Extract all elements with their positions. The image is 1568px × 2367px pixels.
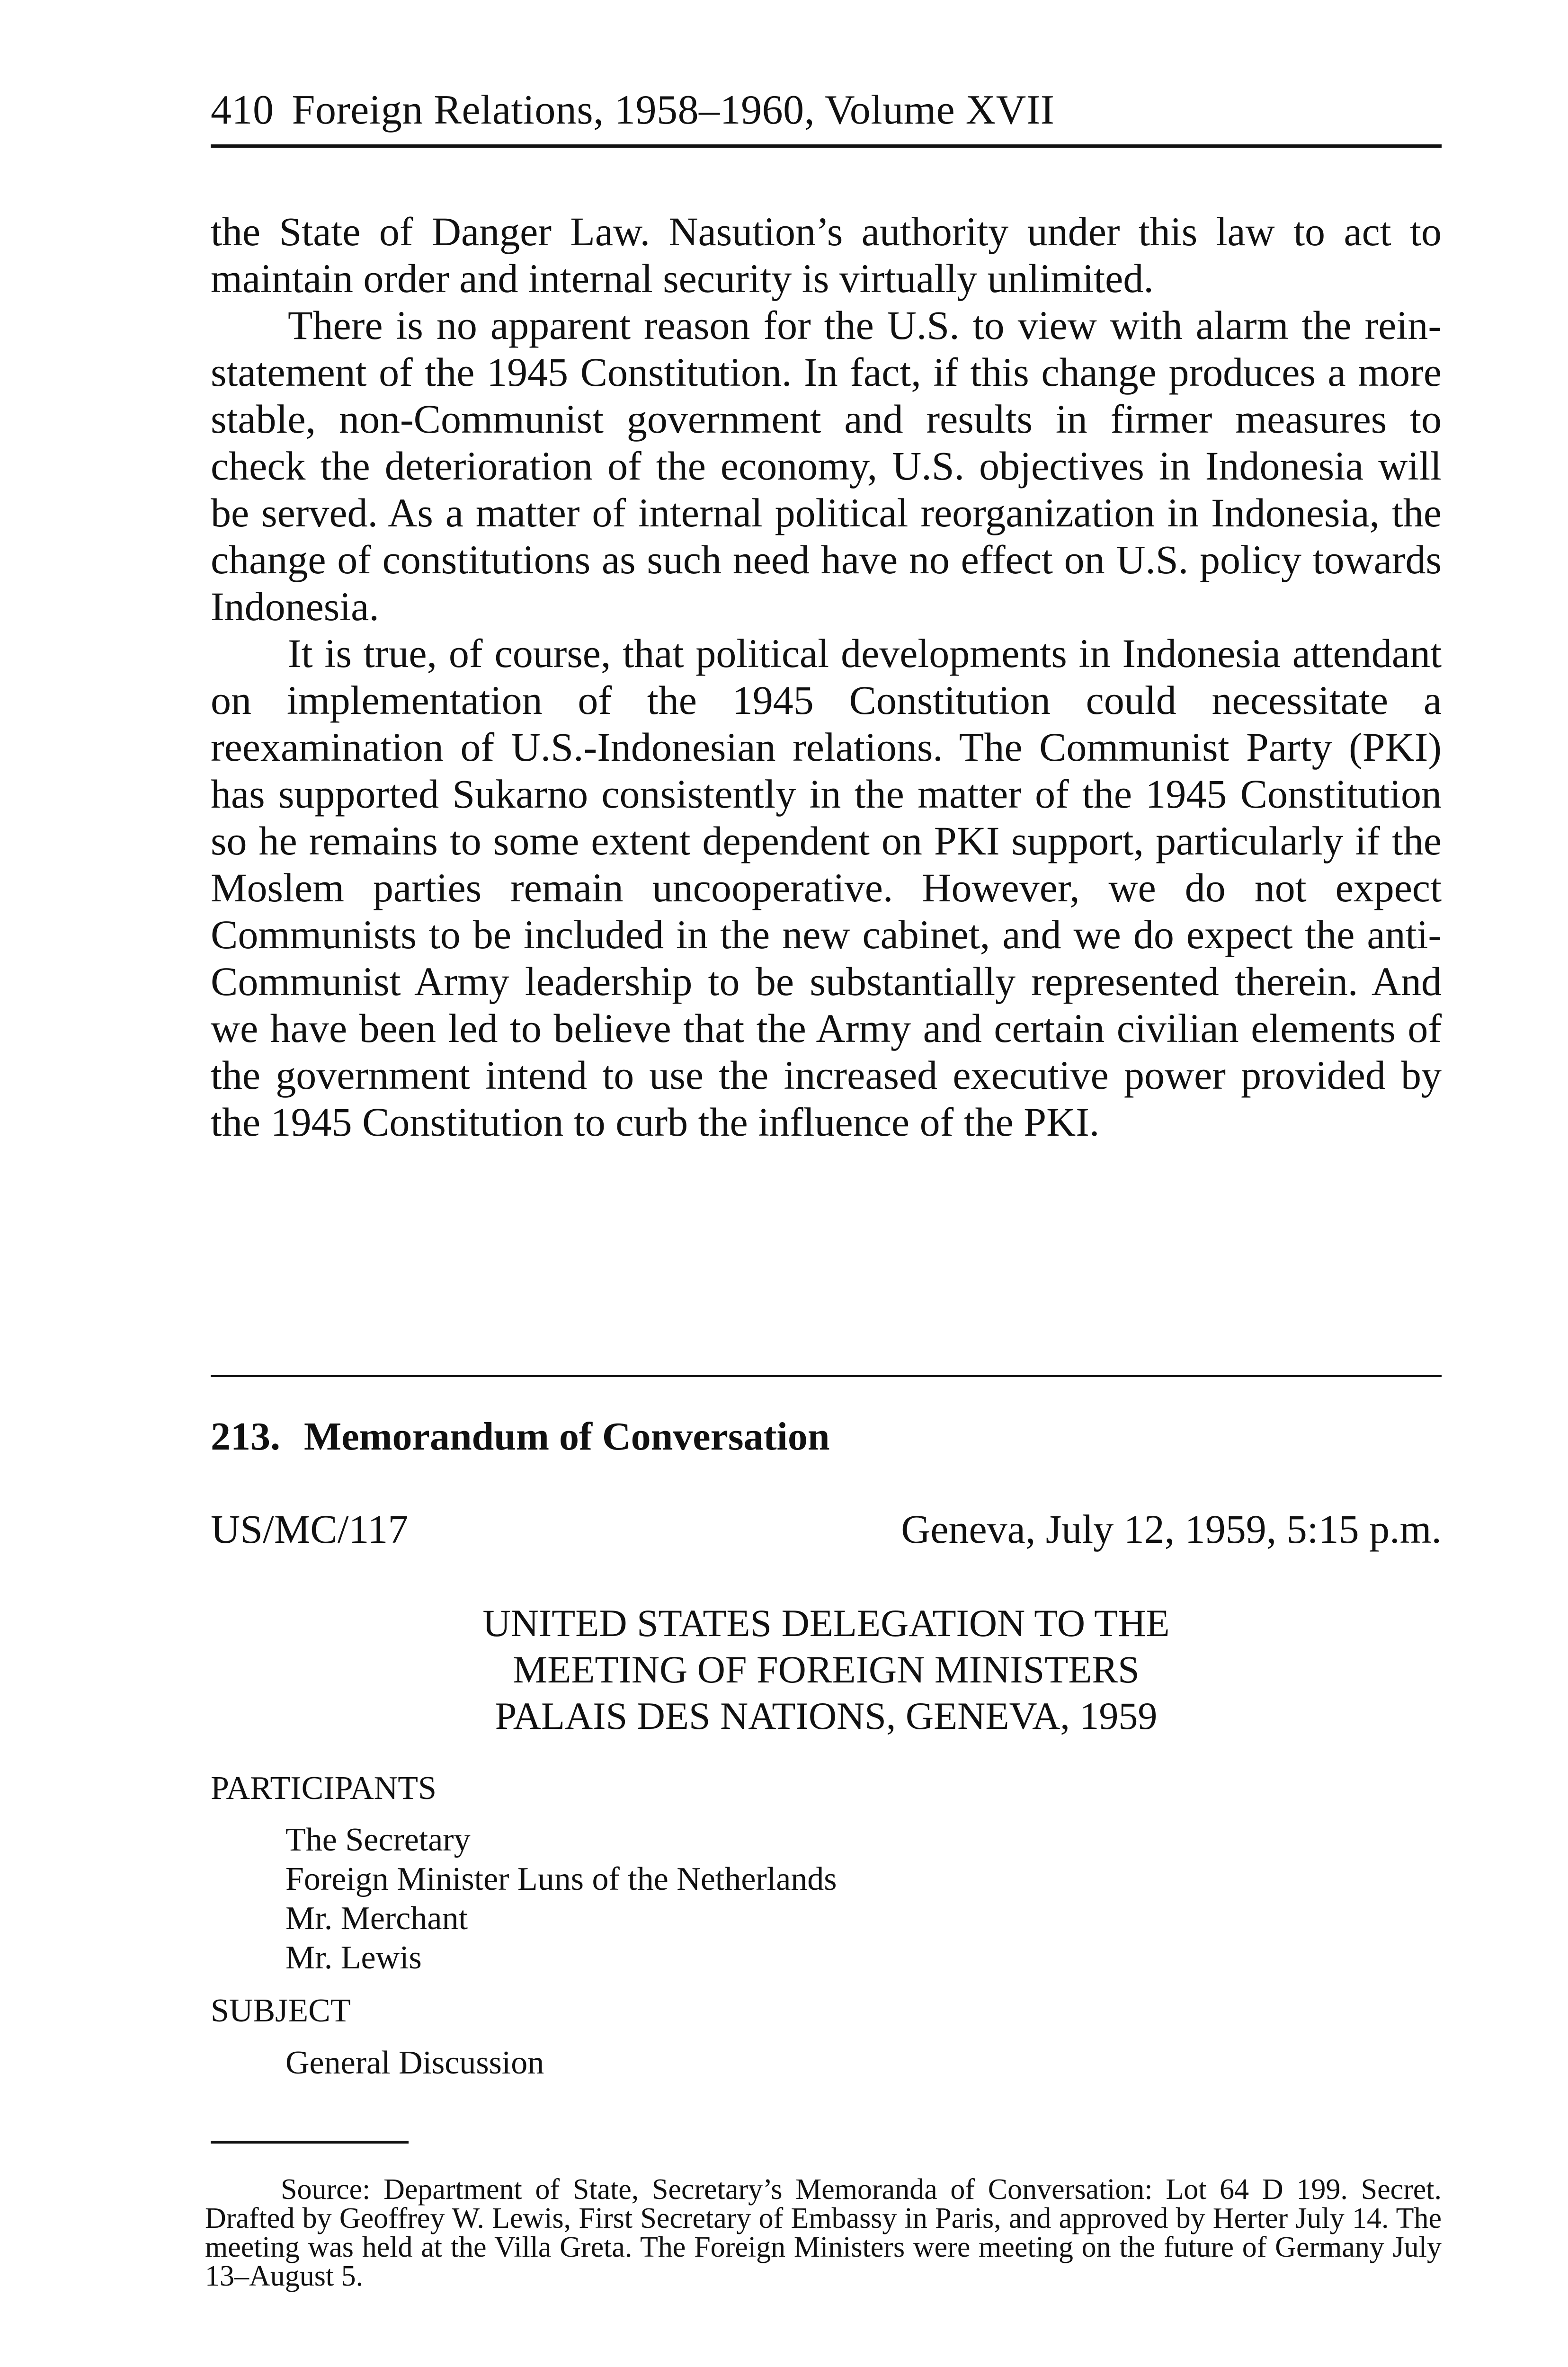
page-number: 410 xyxy=(211,87,274,133)
participant-1: The Secretary xyxy=(285,1822,471,1858)
participant-3: Mr. Merchant xyxy=(285,1900,468,1937)
document-number: 213. xyxy=(211,1415,280,1459)
header-rule xyxy=(211,144,1442,148)
document-meta xyxy=(211,1505,1442,1553)
participant-2: Foreign Minister Luns of the Netherlands xyxy=(285,1861,837,1897)
document-place-date: Geneva, July 12, 1959, 5:15 p.m. xyxy=(901,1506,1442,1552)
subject-value: General Discussion xyxy=(285,2045,544,2081)
participants-list xyxy=(285,1820,837,1977)
section-divider xyxy=(211,1375,1442,1377)
participants-heading: PARTICIPANTS xyxy=(211,1770,437,1806)
document-heading xyxy=(211,1413,830,1460)
document-title: Memorandum of Conversation xyxy=(304,1415,830,1459)
footnote-rule xyxy=(211,2141,409,2144)
delegation-line-1: UNITED STATES DELEGATION TO THE xyxy=(482,1602,1170,1645)
running-header xyxy=(211,84,1442,136)
document-page xyxy=(205,0,1442,2367)
body-text xyxy=(211,208,1442,1146)
source-footnote: Source: Department of State, Secretary’s Memoranda of Conversation: Lot 64 D 199. Secret. Drafted by Geoffrey W. Lewis, First Secretary of Embassy in Paris, and approved by Herter July 14. The meeting was held at the Villa Greta. The Foreign Ministers were meeting on the future of Germany July 13–August 5. xyxy=(205,2173,1442,2292)
body-paragraph-3: It is true, of course, that political developments in Indonesia attendant on implementation of the 1945 Constitution could necessitate a reexamination of U.S.-Indonesian relations. The Communist Party (PKI) has supported Sukarno consistently in the matter of the 1945 Constitution so he remains to some extent dependent on PKI support, particularly if the Moslem parties remain uncooperative. However, we do not expect Communists to be included in the new cabinet, and we do expect the anti-Communist Army leadership to be substantially represented therein. And we have been led to believe that the Army and certain civilian elements of the government intend to use the increased executive power provided by the 1945 Constitution to curb the influence of the PKI. xyxy=(211,631,1442,1145)
body-paragraph-1: the State of Danger Law. Nasution’s authority under this law to act to maintain order and internal security is virtually unlimited. xyxy=(211,209,1442,301)
delegation-line-2: MEETING OF FOREIGN MINISTERS xyxy=(513,1648,1140,1691)
subject-heading: SUBJECT xyxy=(211,1993,351,2029)
delegation-line-3: PALAIS DES NATIONS, GENEVA, 1959 xyxy=(495,1694,1158,1737)
delegation-heading xyxy=(211,1600,1442,1739)
body-paragraph-2: There is no apparent reason for the U.S. to view with alarm the reinstatement of the 1945 Constitution. In fact, if this change produces a more stable, non-Communist government and results in firmer measures to check the deterioration of the economy, U.S. objectives in Indonesia will be served. As a matter of internal political reorganization in Indonesia, the change of constitutions as such need have no effect on U.S. policy towards Indonesia. xyxy=(211,303,1442,629)
running-title: Foreign Relations, 1958–1960, Volume XVII xyxy=(292,87,1055,133)
participant-4: Mr. Lewis xyxy=(285,1940,422,1976)
document-reference: US/MC/117 xyxy=(211,1506,409,1552)
